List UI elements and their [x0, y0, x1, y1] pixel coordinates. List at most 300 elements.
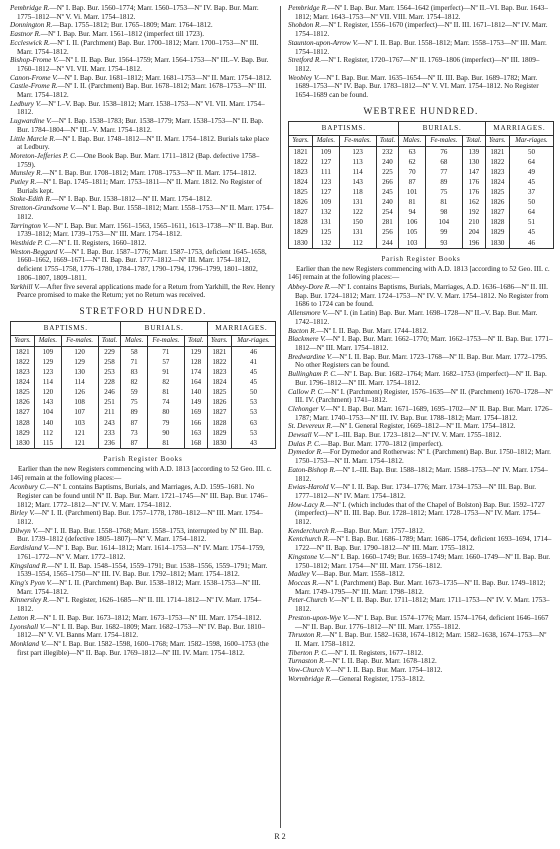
- table-cell: 164: [184, 377, 207, 387]
- table-cell: 82: [121, 377, 147, 387]
- parish-entry: [10, 579, 276, 596]
- parish-entry: [10, 222, 276, 239]
- parish-register-details: —Nº I. II. (Parchment) Bap. Bur. 1538–1812; Marr. 1538–1753—Nº III. Marr. 1754–1812.: [17, 578, 261, 596]
- table-cell: 253: [98, 367, 121, 377]
- webtree-hundred-heading: WEBTREE HUNDRED.: [363, 106, 479, 117]
- parish-name: Allensmore V.: [288, 309, 328, 318]
- parish-entry: [288, 388, 554, 405]
- parish-name: Eastnor R.: [10, 30, 41, 39]
- parish-entry: [288, 570, 554, 579]
- parish-entry: [288, 21, 554, 38]
- parish-name: Aconbury C.: [10, 483, 47, 492]
- table-cell: 1830: [207, 438, 231, 449]
- table-cell: 143: [35, 397, 61, 407]
- parish-entry: [10, 135, 276, 152]
- table-cell: 105: [399, 227, 425, 237]
- table-cell: 140: [184, 387, 207, 397]
- parish-name: Madley V.: [288, 570, 317, 579]
- parish-name: Tarrington V.: [10, 221, 48, 230]
- table-cell: 225: [376, 167, 399, 177]
- table-cell: 281: [376, 217, 399, 227]
- parish-name: Moccas R.: [288, 578, 319, 587]
- table-cell: 132: [313, 238, 339, 249]
- table-cell: 128: [184, 357, 207, 367]
- table-cell: 1829: [289, 227, 313, 237]
- table-cell: 70: [399, 167, 425, 177]
- parish-register-details: —Nº I. (which includes that of the Chapel of Bolston) Bap. Bur. 1592–1727 (imperfect)—Nº II. III. Bap. Bur. 1728–1812; Marr. 1728–1753—Nº IV. Marr. 1754–1812.: [295, 500, 545, 527]
- left-column: [10, 4, 276, 657]
- parish-entry: [288, 649, 554, 658]
- parish-register-details: —Nº I. II. Bap. Bur. Marr. 1678–1812.: [325, 657, 437, 666]
- parish-register-details: —Nº I. II. Bap. Bur. 1682–1809; Marr. 1682–1753—Nº IV. Bap. Bur. 1810–1812—Nº V. VI. Banns Marr. 1754–1812.: [17, 622, 265, 640]
- parish-register-details: —Nº I. Bap. Bur. Marr. 1561–1812 (imperfect till 1723).: [40, 30, 205, 39]
- marriages-header: MARRIAGES.: [207, 321, 275, 336]
- table-cell: 109: [313, 197, 339, 207]
- parish-entry: [288, 74, 554, 100]
- parish-entry: [288, 666, 554, 675]
- parish-register-details: —Nº I. contains Baptisms, Burials, and Marriages, A.D. 1595–1681. No Register can be found until Nº II. Bap. Bur. Marr. 1721–1745—Nº III. Bap. Bur. 1746–1812; Marr. 1772–1812—Nº IV. V. Marr. 1754–1812.: [17, 483, 268, 509]
- parish-name: Lyonshall V.: [10, 622, 46, 631]
- parish-name: Stretford R.: [288, 56, 322, 65]
- table-cell: 71: [147, 346, 184, 357]
- parish-name: Eccleswick R.: [10, 38, 50, 47]
- table-cell: 41: [231, 357, 275, 367]
- parish-register-details: —Nº I. Bap. Bur. 1614–1812; Marr. 1614–1753—Nº IV. Marr. 1754–1759, 1761–1772—Nº V. Marr. 1772–1812.: [17, 544, 265, 561]
- parish-register-details: —Nº I. II. Registers, 1660–1812.: [51, 238, 147, 247]
- table-cell: 196: [462, 238, 485, 249]
- parish-register-details: —Nº I. II. Bap. Bur. 1564–1759; Marr. 1564–1753—Nº III.–V. Bap. Bur. 1760–1812—Nº VI. VII. Marr. 1754–1812.: [17, 56, 269, 73]
- table-cell: 1829: [485, 227, 509, 237]
- table-row: [11, 387, 276, 397]
- parish-register-details: —Nº I. Bap. Bur. 1708–1812; Marr. 1708–1753—Nº II. Marr. 1754–1812.: [42, 169, 257, 178]
- table-cell: 1827: [11, 407, 35, 417]
- parish-name: Eardisland V.: [10, 544, 49, 553]
- parish-entry: [10, 614, 276, 623]
- parish-entry: [10, 152, 276, 169]
- parish-name: How-Lacy R.: [288, 500, 326, 509]
- parish-entry: [288, 553, 554, 570]
- table-cell: 99: [425, 227, 462, 237]
- parish-register-details: —Nº I. Bap. 1538–1783; Bur. 1538–1779; Marr. 1538–1753—Nº II. Bap. Bur. 1784–1804—Nº III.–V. Marr. 1754–1812.: [17, 117, 264, 134]
- parish-intro: Earlier than the new Registers commencing with A.D. 1813 [according to 52 Geo. III. c. 146] remain at the following places:—: [288, 264, 550, 282]
- table-cell: 1821: [485, 146, 509, 157]
- table-cell: 132: [313, 207, 339, 217]
- table-cell: 101: [399, 187, 425, 197]
- parish-register-details: —Nº I. Bap. Bur. Marr. 1561–1563, 1565–1611, 1613–1738—Nº II. Bap. Bur. 1739–1812; Marr. 1739–1753—Nº III. Marr. 1754–1812.: [17, 221, 274, 239]
- parish-name: Wormbridge R.: [288, 674, 332, 683]
- parish-register-details: —Nº I. II. Bap. Bur. Marr. 1754–1812.: [330, 666, 443, 675]
- table-cell: 1825: [207, 387, 231, 397]
- table-cell: 106: [399, 217, 425, 227]
- table-cell: 139: [462, 146, 485, 157]
- parish-entry: [10, 483, 276, 509]
- parish-entry: [288, 596, 554, 613]
- parish-register-details: —Bap. Bur. Marr. 1757–1812.: [336, 526, 425, 535]
- parish-name: Kingstone V.: [288, 552, 325, 561]
- table-cell: 129: [184, 346, 207, 357]
- table-cell: 94: [399, 207, 425, 217]
- parish-entry: [288, 527, 554, 536]
- table-cell: 121: [61, 428, 98, 438]
- parish-entry: [10, 239, 276, 248]
- table-cell: 1830: [289, 238, 313, 249]
- baptisms-header: BAPTISMS.: [11, 321, 121, 336]
- table-cell: 1826: [207, 397, 231, 407]
- burials-header: BURIALS.: [399, 121, 485, 136]
- table-cell: 107: [61, 407, 98, 417]
- table-cell: 229: [98, 346, 121, 357]
- table-row: [289, 157, 554, 167]
- parish-register-details: —Nº I.–III. Bap. Bur. 1723–1812—Nº IV. V. Marr. 1755–1812.: [318, 431, 502, 440]
- table-row: [11, 357, 276, 367]
- parish-name: Putley R.: [10, 178, 37, 187]
- parish-register-details: —One Book Bap. Bur. Marr. 1711–1812 (Bap. defective 1758–1759).: [17, 151, 260, 169]
- table-row: [289, 146, 554, 157]
- parish-name: Eaton-Bishop R.: [288, 465, 336, 474]
- table-cell: 174: [184, 367, 207, 377]
- table-cell: 81: [425, 197, 462, 207]
- left-parish-entries: [10, 4, 276, 300]
- parish-register-details: —Nº I. Bap. Bur. 1686–1789; Marr. 1686–1754, deficient 1693–1694, 1714–1722—Nº II. Bap. Bur. 1790–1812—Nº III. Marr. 1755–1812.: [295, 535, 552, 553]
- table-cell: 81: [147, 438, 184, 449]
- parish-name: Bredwardine V.: [288, 352, 333, 361]
- table-cell: 64: [509, 207, 553, 217]
- parish-entry: [10, 21, 276, 30]
- table-cell: 176: [462, 187, 485, 197]
- table-cell: 125: [313, 227, 339, 237]
- parish-register-details: —Nº I. Bap. Bur. 1558–1812; Marr. 1558–1753—Nº II. Marr. 1754–1812.: [17, 204, 274, 221]
- parish-entry: [288, 283, 554, 309]
- parish-entry: [10, 39, 276, 56]
- table-cell: 79: [147, 418, 184, 428]
- table-row: [289, 207, 554, 217]
- parish-name: Ewias-Harold V.: [288, 483, 336, 492]
- parish-name: Shobdon R.: [288, 21, 322, 30]
- table-cell: 1824: [207, 377, 231, 387]
- parish-entry: [288, 483, 554, 500]
- parish-register-details: —Nº I. Bap. Bur. 1574–1776; Marr. 1574–1764, deficient 1646–1667—Nº II. Bap. Bur. 1776–1812—Nº III. Marr. 1755–1812.: [295, 613, 549, 631]
- parish-entry: [10, 4, 276, 21]
- parish-register-details: —Nº I.–III. Bap. Bur. 1588–1812; Marr. 1588–1753—Nº IV. Marr. 1754–1812.: [295, 465, 548, 483]
- parish-entry: [10, 74, 276, 83]
- table-cell: 140: [35, 418, 61, 428]
- table-cell: 256: [376, 227, 399, 237]
- parish-entry: [288, 335, 554, 352]
- table-cell: 50: [231, 387, 275, 397]
- parish-register-details: —Nº I. Register, 1626–1685—Nº II. III. 1714–1812—Nº IV. Marr. 1754–1812.: [17, 596, 262, 614]
- table-cell: 1821: [289, 146, 313, 157]
- col-females: Fe-males.: [147, 336, 184, 347]
- table-cell: 114: [35, 377, 61, 387]
- parish-entry: [288, 614, 554, 631]
- table-cell: 89: [425, 177, 462, 187]
- parish-name: Thruxton R.: [288, 631, 323, 640]
- table-cell: 83: [121, 367, 147, 377]
- parish-entry: [10, 248, 276, 283]
- parish-register-details: —After five several applications made for a Return from Yarkhill, the Rev. Henry Pearce promised to make the Return; yet no Return was received.: [17, 282, 275, 300]
- table-cell: 53: [231, 428, 275, 438]
- table-cell: 1829: [207, 428, 231, 438]
- parish-name: Lugwardine V.: [10, 117, 52, 126]
- parish-intro: Earlier than the new Registers commencing with A.D. 1813 [according to 52 Geo. III. c. 146] remain at the following places:—: [10, 464, 272, 482]
- table-cell: 57: [147, 357, 184, 367]
- parish-name: Canon-Frome V.: [10, 73, 58, 82]
- table-cell: 233: [98, 428, 121, 438]
- table-cell: 130: [61, 367, 98, 377]
- parish-entry: [288, 448, 554, 465]
- table-cell: 130: [462, 157, 485, 167]
- table-cell: 46: [509, 238, 553, 249]
- table-cell: 93: [425, 238, 462, 249]
- table-cell: 243: [98, 418, 121, 428]
- table-cell: 1828: [485, 217, 509, 227]
- parish-entry: [288, 501, 554, 527]
- col-marriages: Mar-riages.: [509, 136, 553, 147]
- table-cell: 123: [339, 146, 376, 157]
- table-row: [11, 428, 276, 438]
- table-cell: 129: [61, 357, 98, 367]
- burials-header: BURIALS.: [121, 321, 207, 336]
- table-cell: 89: [121, 407, 147, 417]
- col-females: Fe-males.: [61, 336, 98, 347]
- table-cell: 244: [376, 238, 399, 249]
- table-cell: 122: [339, 207, 376, 217]
- parish-register-details: —Bap. 1755–1812; Bur. 1765–1809; Marr. 1764–1812.: [52, 21, 213, 30]
- parish-entry: [288, 353, 554, 370]
- parish-entry: [10, 82, 276, 99]
- table-cell: 1828: [289, 217, 313, 227]
- table-cell: 258: [98, 357, 121, 367]
- parish-name: Abbey-Dore R.: [288, 283, 331, 292]
- table-cell: 1828: [207, 418, 231, 428]
- parish-register-details: —For Dymedor and Rotherwas: Nº I. (Parchment) Bap. Bur. 1750–1812; Marr. 1750–1753—Nº II. Marr. 1754–1812.: [295, 448, 551, 466]
- table-cell: 166: [184, 418, 207, 428]
- parish-entry: [10, 544, 276, 561]
- table-cell: 37: [509, 187, 553, 197]
- table-row: [289, 177, 554, 187]
- parish-name: Kentchurch R.: [288, 535, 330, 544]
- parish-name: Birley V.: [10, 509, 35, 518]
- table-cell: 1830: [485, 238, 509, 249]
- table-cell: 64: [509, 157, 553, 167]
- table-cell: 45: [509, 177, 553, 187]
- parish-name: Tiberton P. C.: [288, 648, 328, 657]
- table-cell: 127: [313, 157, 339, 167]
- parish-entry: [10, 178, 276, 195]
- table-cell: 115: [35, 438, 61, 449]
- parish-entry: [288, 675, 554, 684]
- table-cell: 50: [509, 197, 553, 207]
- col-males: Males.: [121, 336, 147, 347]
- table-cell: 45: [509, 227, 553, 237]
- table-row: [289, 227, 554, 237]
- parish-name: Little Marcle R.: [10, 134, 56, 143]
- table-cell: 123: [35, 367, 61, 377]
- parish-name: Ledbury V.: [10, 99, 42, 108]
- parish-register-details: —Nº I. contains Baptisms, Burials, Marriages, A.D. 1636–1686—Nº II. III. Bap. Bur. 1724–1812; Marr. 1724–1753—Nº IV. V. Marr. 1754–1812. No Register from 1686 to 1724 can be found.: [295, 283, 549, 309]
- table-row: [289, 217, 554, 227]
- table-cell: 266: [376, 177, 399, 187]
- table-cell: 98: [425, 207, 462, 217]
- parish-register-details: —Nº I. Bap. Bur. Marr. 1662–1770; Marr. 1662–1753—Nº II. Bap. Bur. 1771–1812—Nº III. Marr. 1754–1812.: [295, 335, 553, 352]
- parish-entry: [10, 509, 276, 526]
- parish-name: Blackmere V.: [288, 335, 326, 344]
- table-cell: 74: [147, 397, 184, 407]
- parish-name: Dewsall V.: [288, 431, 319, 440]
- parish-register-details: —Nº I. General Register, 1669–1812—Nº II. Marr. 1754–1812.: [332, 422, 516, 431]
- parish-entry: [288, 631, 554, 648]
- right-parish-entries: [288, 4, 554, 100]
- table-cell: 75: [121, 397, 147, 407]
- parish-name: Stoke-Edith R.: [10, 195, 52, 204]
- table-cell: 163: [184, 428, 207, 438]
- table-cell: 143: [339, 177, 376, 187]
- parish-entry: [10, 283, 276, 300]
- table-row: [11, 377, 276, 387]
- table-cell: 1825: [485, 187, 509, 197]
- table-row: [289, 167, 554, 177]
- parish-name: Weston-Beggard V.: [10, 247, 65, 256]
- parish-name: Staunton-upon-Arrow V.: [288, 38, 358, 47]
- col-males: Males.: [399, 136, 425, 147]
- parish-entry: [288, 56, 554, 73]
- parish-entry: [10, 30, 276, 39]
- parish-entry: [10, 169, 276, 178]
- table-cell: 63: [231, 418, 275, 428]
- table-cell: 1830: [11, 438, 35, 449]
- parish-entry: [288, 327, 554, 336]
- table-cell: 75: [425, 187, 462, 197]
- col-males: Males.: [35, 336, 61, 347]
- parish-entry: [10, 640, 276, 657]
- column-divider: [280, 6, 281, 828]
- table-cell: 87: [121, 438, 147, 449]
- table-cell: 68: [425, 157, 462, 167]
- parish-entry: [10, 596, 276, 613]
- table-cell: 118: [339, 187, 376, 197]
- table-cell: 58: [121, 346, 147, 357]
- table-cell: 1829: [11, 428, 35, 438]
- parish-register-details: —Nº I. Bap. Bur. 1682–1764; Marr. 1682–1753 (imperfect)—Nº II. Bap. Bur. 1796–1812—Nº III. Marr. 1754–1812.: [295, 370, 547, 387]
- table-cell: 103: [61, 418, 98, 428]
- table-cell: 236: [98, 438, 121, 449]
- parish-name: Dymedor R.: [288, 448, 323, 457]
- parish-name: Clehonger V.: [288, 404, 326, 413]
- table-cell: 1822: [485, 157, 509, 167]
- table-cell: 59: [121, 387, 147, 397]
- parish-entry: [288, 370, 554, 387]
- table-cell: 131: [339, 197, 376, 207]
- table-cell: 1823: [207, 367, 231, 377]
- parish-entry: [288, 535, 554, 552]
- parish-register-details: —Nº I. (Parchment) Bap. Bur. Marr. 1673–1735—Nº II. Bap. Bur. 1749–1812; Marr. 1749–1795—Nº III. Marr. 1798–1812.: [295, 578, 546, 596]
- table-cell: 1828: [11, 418, 35, 428]
- table-cell: 1825: [11, 387, 35, 397]
- table-cell: 1824: [11, 377, 35, 387]
- parish-name: Westhide P. C.: [10, 238, 52, 247]
- parish-entry: [288, 466, 554, 483]
- parish-entry: [10, 527, 276, 544]
- table-cell: 121: [61, 438, 98, 449]
- table-cell: 109: [313, 146, 339, 157]
- table-cell: 112: [35, 428, 61, 438]
- parish-register-details: —Nº I. Bap. Bur. Marr. 1635–1654—Nº II. III. Bap. Bur. 1689–1782; Marr. 1689–1753—Nº IV. Bap. Bur. 1783–1812—Nº V. VI. Marr. 1754–1812. No Register 1654–1689 can be found.: [295, 73, 539, 100]
- table-cell: 192: [462, 207, 485, 217]
- table-row: [11, 418, 276, 428]
- parish-name: Kinnersley R.: [10, 596, 50, 605]
- table-cell: 204: [462, 227, 485, 237]
- parish-register-details: —Nº I. II. Registers, 1677–1812.: [327, 648, 424, 657]
- col-years: Years.: [207, 336, 231, 347]
- table-cell: 129: [35, 357, 61, 367]
- parish-name: Callow P. C.: [288, 387, 325, 396]
- table-cell: 91: [147, 367, 184, 377]
- table-cell: 1823: [11, 367, 35, 377]
- table-row: [11, 346, 276, 357]
- parish-register-details: —Nº I. (Parchment) Register, 1576–1635—Nº II. (Parchment) 1670–1728—Nº III. IV. (Parchment) 1741–1812.: [295, 387, 553, 405]
- table-cell: 120: [35, 387, 61, 397]
- table-cell: 131: [313, 217, 339, 227]
- col-marriages: Mar-riages.: [231, 336, 275, 347]
- table-cell: 210: [462, 217, 485, 227]
- parish-name: Bacton R.: [288, 326, 317, 335]
- parish-entry: [288, 579, 554, 596]
- parish-name: Castle-Frome R.: [10, 82, 58, 91]
- table-row: [11, 438, 276, 449]
- parish-register-details: —Nº I. Bap. Bur. 1538–1812—Nº II. Marr. 1754–1812.: [51, 195, 212, 204]
- parish-name: Peter-Church V.: [288, 596, 335, 605]
- table-cell: 76: [425, 146, 462, 157]
- parish-register-details: —Bap. Bur. Marr. 1770–1812 (imperfect).: [320, 439, 443, 448]
- table-cell: 147: [462, 167, 485, 177]
- parish-name: St. Devereux R.: [288, 422, 333, 431]
- parish-register-details: —Nº I. Bap. Bur. 1582–1638, 1674–1812; Marr. 1582–1638, 1674–1753—Nº II. Marr. 1758–1812.: [295, 631, 547, 648]
- table-cell: 1826: [485, 197, 509, 207]
- parish-register-details: —Nº I. II. Bap. Bur. 1558–1768; Marr. 1558–1753, interrupted by Nº III. Bap. Bur. 1739–1812 (defective 1805–1807)—Nº V. Marr. 1754–1812.: [17, 526, 264, 544]
- table-cell: 114: [61, 377, 98, 387]
- parish-entry: [288, 405, 554, 422]
- parish-name: Pembridge R.: [288, 4, 328, 12]
- right-column: [288, 4, 554, 683]
- parish-register-details: —Nº I. Register, 1720–1767—Nº II. 1769–1806 (imperfect)—Nº III. 1809–1812.: [295, 56, 540, 73]
- parish-register-details: —Bap. Bur. Marr. 1558–1812.: [316, 570, 405, 579]
- parish-name: Dulas P. C.: [288, 439, 321, 448]
- table-row: [289, 187, 554, 197]
- table-cell: 87: [399, 177, 425, 187]
- table-cell: 1825: [289, 187, 313, 197]
- table-cell: 103: [399, 238, 425, 249]
- table-cell: 43: [231, 438, 275, 449]
- parish-entry: [10, 100, 276, 117]
- parish-register-details: —Nº I. Bap. 1660–1749; Bur. 1659–1749; Marr. 1660–1749—Nº II. Bap. Bur. 1750–1812; Marr. 1754—Nº III. Marr. 1756–1812.: [295, 552, 551, 570]
- table-cell: 50: [509, 146, 553, 157]
- parish-name: Donnington R.: [10, 21, 53, 30]
- parish-name: Vow-Church V.: [288, 666, 331, 675]
- col-total: Total.: [376, 136, 399, 147]
- parish-entry: [288, 657, 554, 666]
- parish-register-details: —Nº I. II. Bap. 1548–1554, 1559–1791; Bur. 1538–1556, 1559–1791; Marr. 1539–1554, 1565–1750—Nº III. IV. Bap. Bur. 1792–1812; Marr. 1754–1812.: [17, 561, 268, 579]
- table-cell: 1821: [11, 346, 35, 357]
- table-cell: 109: [35, 346, 61, 357]
- stretford-hundred-heading: STRETFORD HUNDRED.: [79, 306, 207, 317]
- parish-name: King's Pyon V.: [10, 578, 52, 587]
- parish-name: Preston-upon-Wye V.: [288, 613, 349, 622]
- table-cell: 228: [98, 377, 121, 387]
- table-cell: 168: [184, 438, 207, 449]
- table-row: [11, 407, 276, 417]
- table-row: [11, 367, 276, 377]
- parish-entry: [10, 204, 276, 221]
